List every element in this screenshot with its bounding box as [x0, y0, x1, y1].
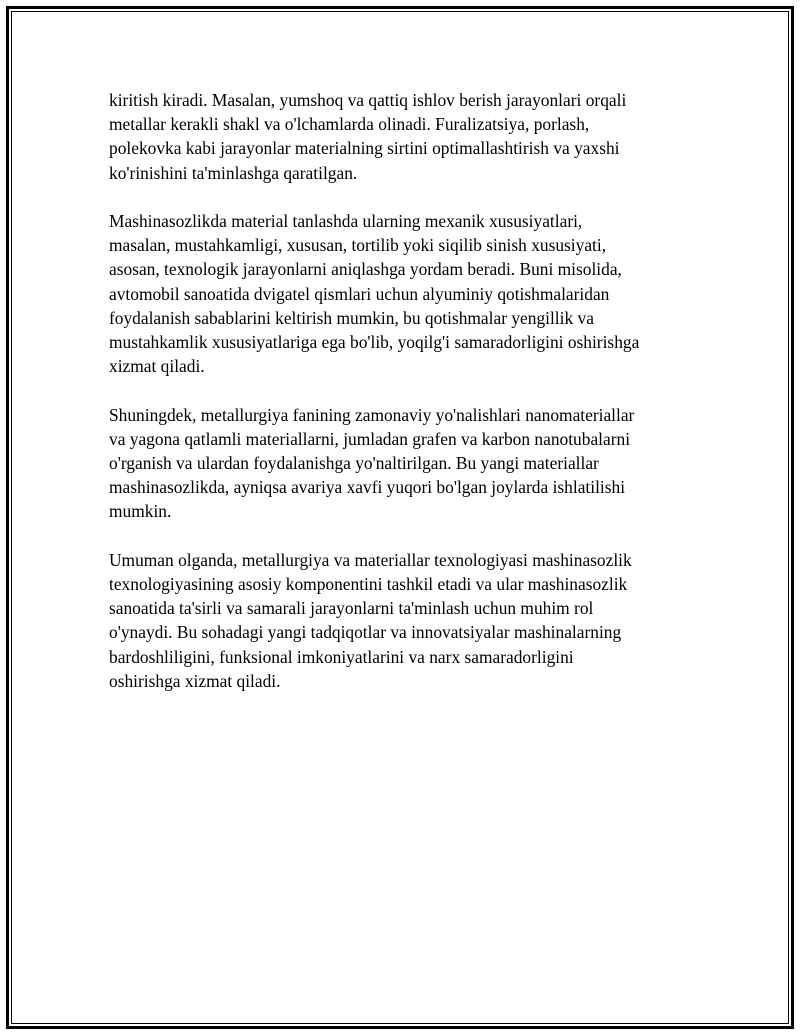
paragraph: Umuman olganda, metallurgiya va materiallar texnologiyasi mashinasozlik texnologiyasining asosiy komponentini tashkil etadi va ular mashinasozlik sanoatida ta'sirli va samarali jarayonlarni ta'minlash uchun muhim rol o'ynaydi. Bu sohadagi yangi tadqiqotlar va innovatsiyalar mashinalarning bardoshliligini, funksional imkoniyatlarini va narx samaradorligini oshirishga xizmat qiladi. [109, 549, 632, 691]
document-body [109, 88, 689, 717]
paragraph: Shuningdek, metallurgiya fanining zamonaviy yo'nalishlari nanomateriallar va yagona qatlamli materiallarni, jumladan grafen va karbon nanotubalarni o'rganish va ulardan foydalanishga yo'naltirilgan. Bu yangi materiallar mashinasozlikda, ayniqsa avariya xavfi yuqori bo'lgan joylarda ishlatilishi mumkin. [109, 404, 635, 522]
paragraph: Mashinasozlikda material tanlashda ularning mexanik xususiyatlari, masalan, mustahkamligi, xususan, tortilib yoki siqilib sinish xususiyati, asosan, texnologik jarayonlarni aniqlashga yordam beradi. Buni misolida, avtomobil sanoatida dvigatel qismlari uchun alyuminiy qotishmalaridan foydalanish sabablarini keltirish mumkin, bu qotishmalar yengillik va mustahkamlik xususiyatlariga ega bo'lib, yoqilg'i samaradorligini oshirishga xizmat qiladi. [109, 211, 640, 377]
paragraph: kiritish kiradi. Masalan, yumshoq va qattiq ishlov berish jarayonlari orqali metallar kerakli shakl va o'lchamlarda olinadi. Furalizatsiya, porlash, polekovka kabi jarayonlar materialning sirtini optimallashtirish va yaxshi ko'rinishini ta'minlashga qaratilgan. [109, 90, 627, 183]
